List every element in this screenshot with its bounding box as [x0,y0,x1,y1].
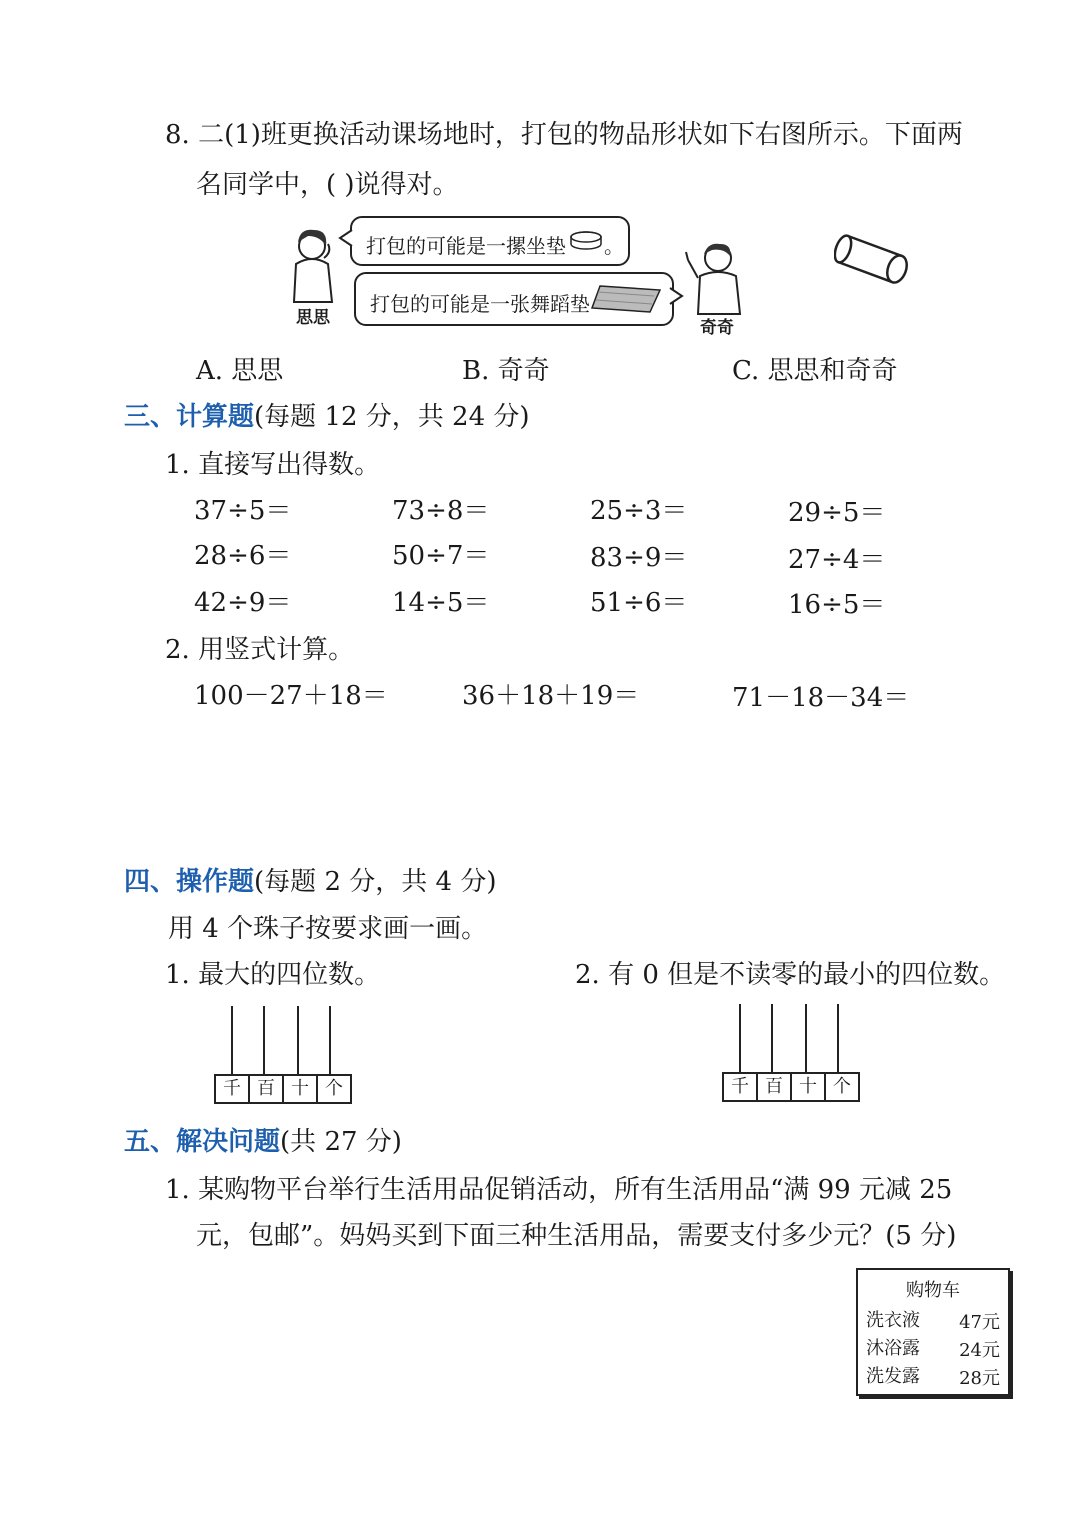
speech-bubble-qi [354,272,674,326]
section3-heading [124,404,530,430]
rod-hundreds[interactable] [771,1004,773,1074]
sec4-q1: 1. 最大的四位数。 [165,960,381,990]
vertical-expr-2: 36＋18＋19＝ [462,681,640,711]
sec5-q1-line1: 1. 某购物平台举行生活用品促销活动，所有生活用品“满 99 元减 25 [165,1175,953,1205]
bubble-si-text: 打包的可能是一摞坐垫 [366,234,566,258]
cart-title: 购物车 [906,1280,960,1301]
rod-tens[interactable] [805,1004,807,1074]
q8-line2: 名同学中，( )说得对。 [196,170,459,200]
cylinder-package-icon [834,230,920,290]
boy-qi-illustration [684,238,748,318]
dance-mat-icon [590,282,662,316]
speech-bubble-si [350,216,630,266]
sec4-q2: 2. 有 0 但是不读零的最小的四位数。 [575,960,1006,990]
place-thousands: 千 [724,1074,758,1100]
section5-heading [124,1129,402,1155]
abacus-2-base [722,1072,860,1102]
cart-item-price: 47元 [959,1312,1000,1333]
option-b: B. 奇奇 [462,356,550,386]
option-a: A. 思思 [196,356,284,386]
section4-title: 操作题 [176,867,255,897]
place-tens: 十 [284,1076,318,1102]
cart-item-name: 沐浴露 [866,1338,920,1359]
section5-title: 解决问题 [176,1127,281,1157]
name-si: 思思 [296,308,330,328]
expr-r1c3: 27÷4＝ [788,545,886,575]
sec4-intro: 用 4 个珠子按要求画一画。 [168,914,488,944]
expr-r2c3: 16÷5＝ [788,590,886,620]
rod-ones[interactable] [329,1006,331,1076]
place-hundreds: 百 [758,1074,792,1100]
cushion-stack-icon [568,231,604,251]
bubble-qi-text: 打包的可能是一张舞蹈垫 [370,292,590,316]
section5-number: 五、 [124,1127,177,1157]
rod-hundreds[interactable] [263,1006,265,1076]
sec3-q1: 1. 直接写出得数。 [165,450,381,480]
expr-r2c2: 51÷6＝ [590,588,688,618]
cart-item-name: 洗发露 [866,1366,920,1387]
expr-r0c3: 29÷5＝ [788,498,886,528]
rod-thousands[interactable] [739,1004,741,1074]
q8-line1: 8. 二(1)班更换活动课场地时，打包的物品形状如下右图所示。下面两 [165,120,963,150]
expr-r1c0: 28÷6＝ [194,541,292,571]
vertical-expr-3: 71－18－34＝ [732,683,910,713]
section4-heading [124,869,496,895]
section3-title: 计算题 [176,402,255,432]
expr-r2c1: 14÷5＝ [392,588,490,618]
sec5-q1-line2: 元，包邮”。妈妈买到下面三种生活用品，需要支付多少元？(5 分) [196,1221,957,1251]
expr-r1c1: 50÷7＝ [392,541,490,571]
section4-note: (每题 2 分，共 4 分) [254,867,497,897]
place-thousands: 千 [216,1076,250,1102]
girl-si-illustration [286,224,342,310]
abacus-2[interactable] [722,1004,854,1104]
name-qi: 奇奇 [700,318,734,338]
option-c: C. 思思和奇奇 [732,356,898,386]
vertical-expr-1: 100－27＋18＝ [194,681,388,711]
expr-r0c2: 25÷3＝ [590,496,688,526]
rod-ones[interactable] [837,1004,839,1074]
place-tens: 十 [792,1074,826,1100]
section5-note: (共 27 分) [280,1127,402,1157]
rod-thousands[interactable] [231,1006,233,1076]
expr-r0c1: 73÷8＝ [392,496,490,526]
section4-number: 四、 [124,867,177,897]
expr-r1c2: 83÷9＝ [590,543,688,573]
bubble-qi-tail [668,286,684,306]
cart-item-price: 24元 [959,1340,1000,1361]
abacus-1[interactable] [214,1006,346,1106]
place-hundreds: 百 [250,1076,284,1102]
place-ones: 个 [325,1078,343,1099]
expr-r0c0: 37÷5＝ [194,496,292,526]
shopping-cart-box [856,1268,1010,1396]
bubble-si-period: 。 [604,234,624,258]
abacus-1-base [214,1074,352,1104]
cart-item-price: 28元 [959,1368,1000,1389]
expr-r2c0: 42÷9＝ [194,588,292,618]
rod-tens[interactable] [297,1006,299,1076]
sec3-q2: 2. 用竖式计算。 [165,635,355,665]
cart-item-name: 洗衣液 [866,1310,920,1331]
bubble-si-tail [338,228,354,248]
place-ones: 个 [833,1076,851,1097]
section3-number: 三、 [124,402,177,432]
section3-note: (每题 12 分，共 24 分) [254,402,530,432]
